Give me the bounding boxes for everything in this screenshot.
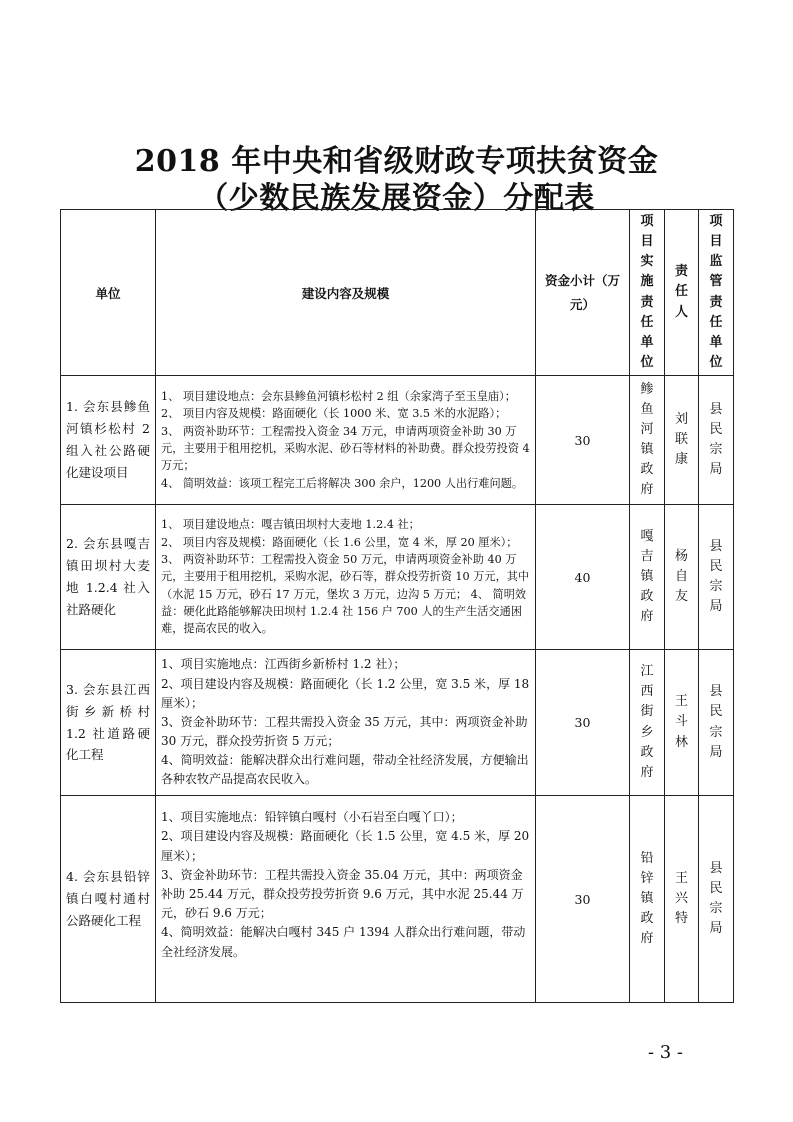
table-row [61, 376, 734, 505]
header-implementing-unit: 项目实施责任单位 [630, 210, 665, 376]
content-line: 2、 项目内容及规模：路面硬化（长 1000 米、宽 3.5 米的水泥路）； [161, 407, 507, 421]
content-line: 3、 两资补助环节：工程需投入资金 34 万元，申请两项资金补助 30 万元，主要用于租用挖机，采购水泥、砂石等材料的补助费。群众投劳投资 4 万元； [161, 424, 530, 473]
cell-amount: 30 [536, 650, 630, 796]
header-responsible-person: 责任人 [665, 210, 699, 376]
content-line: 4、简明效益：能解决白嘎村 345 户 1394 人群众出行难问题，带动全社经济发展。 [161, 925, 526, 959]
content-line: 2、项目建设内容及规模：路面硬化（长 1.2 公里，宽 3.5 米，厚 18 厘米）； [161, 676, 530, 710]
content-line: 1、 项目建设地点：嘎吉镇田坝村大麦地 1.2.4 社； [161, 518, 420, 532]
cell-responsible-person: 王斗林 [665, 650, 699, 796]
cell-unit: 3. 会东县江西街乡新桥村 1.2 社道路硬化工程 [61, 650, 156, 796]
allocation-table [60, 209, 734, 1003]
content-line: 4、简明效益：能解决群众出行难问题，带动全社经济发展，方便输出各种农牧产品提高农民收入。 [161, 753, 529, 787]
content-line: 3、资金补助环节：工程共需投入资金 35.04 万元，其中：两项资金补助 25.44 万元，群众投劳投劳折资 9.6 万元，其中水泥 25.44 万元，砂石 9.6 万元； [161, 867, 524, 921]
cell-supervising-unit: 县民宗局 [699, 505, 734, 650]
header-content: 建设内容及规模 [156, 210, 536, 376]
document-title-line-1: 2018 年中央和省级财政专项扶贫资金 [134, 144, 659, 179]
table-row [61, 505, 734, 650]
cell-supervising-unit: 县民宗局 [699, 796, 734, 1003]
content-line: 1、项目实施地点：江西街乡新桥村 1.2 社）； [161, 657, 406, 672]
header-unit: 单位 [61, 210, 156, 376]
cell-responsible-person: 王兴特 [665, 796, 699, 1003]
cell-implementing-unit: 江西街乡政府 [630, 650, 665, 796]
cell-amount: 30 [536, 796, 630, 1003]
content-line: 3、 两资补助环节：工程需投入资金 50 万元，申请两项资金补助 40 万元，主要用于租用挖机，采购水泥，砂石等，群众投劳折资 10 万元，其中（水泥 15 万元，砂石 17 万元，堡坎 3 万元，边沟 5 万元； 4、 简明效益：硬化此路能够解决田坝村 1.2.4 社 156 户 700 人的生产生活交通困难，提高农民的收入。 [161, 552, 530, 636]
content-line: 2、 项目内容及规模：路面硬化（长 1.6 公里，宽 4 米，厚 20 厘米）； [161, 535, 518, 549]
cell-content [156, 376, 536, 505]
cell-unit: 2. 会东县嘎吉镇田坝村大麦地 1.2.4 社入社路硬化 [61, 505, 156, 650]
content-line: 1、 项目建设地点：会东县鲹鱼河镇杉松村 2 组（余家湾子至玉皇庙）； [161, 389, 516, 403]
cell-content [156, 650, 536, 796]
cell-amount: 40 [536, 505, 630, 650]
table-row [61, 796, 734, 1003]
document-title-line-2: （少数民族发展资金）分配表 [198, 181, 595, 216]
cell-unit: 1. 会东县鲹鱼河镇杉松村 2 组入社公路硬化建设项目 [61, 376, 156, 505]
table-row [61, 650, 734, 796]
cell-implementing-unit: 铅锌镇政府 [630, 796, 665, 1003]
cell-supervising-unit: 县民宗局 [699, 650, 734, 796]
cell-content [156, 796, 536, 1003]
table-header-row [61, 210, 734, 376]
cell-content [156, 505, 536, 650]
cell-supervising-unit: 县民宗局 [699, 376, 734, 505]
cell-unit: 4. 会东县铅锌镇白嘎村通村公路硬化工程 [61, 796, 156, 1003]
cell-implementing-unit: 嘎吉镇政府 [630, 505, 665, 650]
cell-implementing-unit: 鲹鱼河镇政府 [630, 376, 665, 505]
content-line: 2、项目建设内容及规模：路面硬化（长 1.5 公里，宽 4.5 米，厚 20 厘米）； [161, 829, 530, 863]
content-line: 1、项目实施地点：铅锌镇白嘎村（小石岩至白嘎丫口）； [161, 810, 463, 825]
header-amount: 资金小计（万元） [536, 210, 630, 376]
page-number: - 3 - [647, 1042, 683, 1063]
content-line: 4、 简明效益：该项工程完工后将解决 300 余户，1200 人出行难问题。 [161, 476, 524, 490]
cell-amount: 30 [536, 376, 630, 505]
cell-responsible-person: 刘联康 [665, 376, 699, 505]
content-line: 3、资金补助环节：工程共需投入资金 35 万元，其中：两项资金补助 30 万元，群众投劳折资 5 万元； [161, 714, 528, 749]
cell-responsible-person: 杨自友 [665, 505, 699, 650]
header-supervising-unit: 项目监管责任单位 [699, 210, 734, 376]
